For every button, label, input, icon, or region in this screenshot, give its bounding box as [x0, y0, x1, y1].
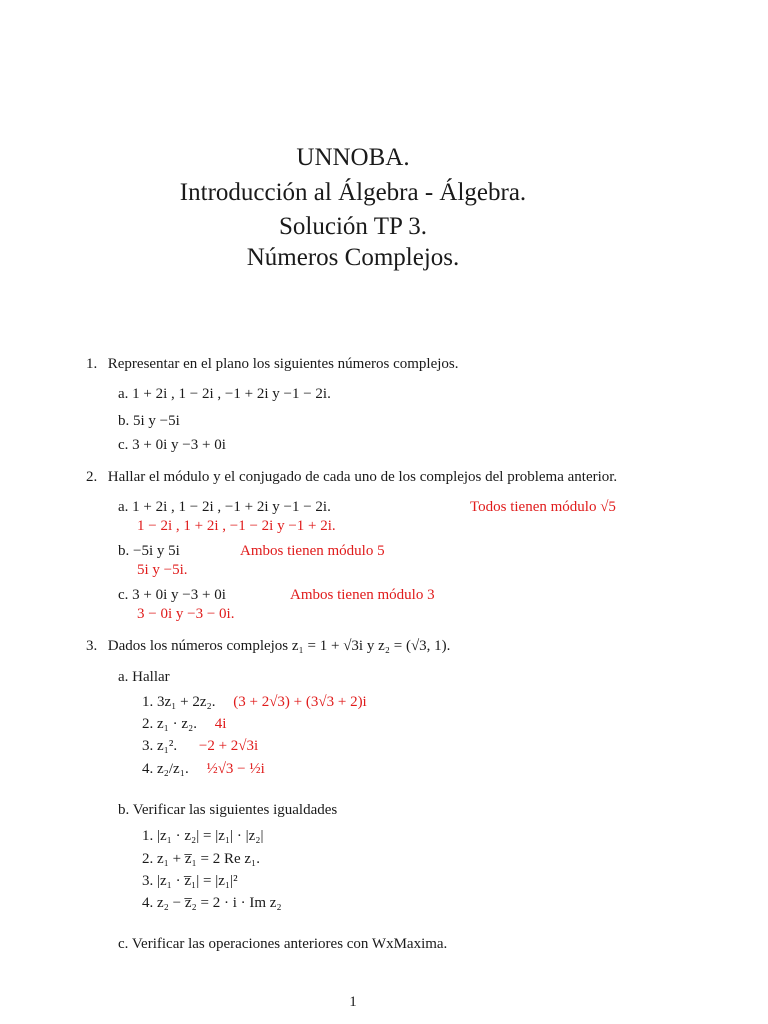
problem-3a-item: [142, 693, 367, 711]
problem-text: Dados los números complejos z₁ = 1 + √3i y z₂ = (√3, 1).: [107, 638, 451, 654]
answer-2b-conjugates: 5i y −5i.: [137, 562, 188, 578]
identity-item: 4. z₂ − z̅₂ = 2 · i · Im z₂: [142, 895, 282, 911]
problem-3b-label: b. Verificar las siguientes igualdades: [118, 802, 338, 818]
problem-3a-item: [142, 760, 265, 778]
identity-item: 1. |z₁ · z₂| = |z₁| · |z₂|: [142, 828, 264, 844]
problem-number: 1.: [86, 356, 98, 372]
problem-2a: a. 1 + 2i , 1 − 2i , −1 + 2i y −1 − 2i.: [118, 499, 331, 515]
item-answer: −2 + 2√3i: [198, 738, 259, 754]
title-practice: Solución TP 3.: [279, 213, 427, 240]
item-answer: 4i: [214, 716, 227, 732]
problem-2b: b. −5i y 5i: [118, 543, 180, 559]
problem-3c-label: c. Verificar las operaciones anteriores con WxMaxima.: [118, 936, 448, 952]
item-question: 2. z₁ · z₂.: [142, 716, 198, 732]
title-institution: UNNOBA.: [296, 144, 410, 171]
item-answer: ½√3 − ½i: [206, 761, 265, 777]
title-topic: Números Complejos.: [246, 244, 460, 271]
problem-text: Hallar el módulo y el conjugado de cada uno de los complejos del problema anterior.: [107, 469, 618, 485]
page-number: 1: [349, 994, 357, 1010]
problem-1: [86, 355, 459, 373]
item-answer: (3 + 2√3) + (3√3 + 2)i: [233, 694, 367, 710]
problem-3: [86, 637, 450, 655]
problem-1c: c. 3 + 0i y −3 + 0i: [118, 437, 226, 453]
answer-2a-note: Todos tienen módulo √5: [470, 499, 616, 515]
answer-2c-conjugates: 3 − 0i y −3 − 0i.: [137, 606, 235, 622]
problem-1a: a. 1 + 2i , 1 − 2i , −1 + 2i y −1 − 2i.: [118, 386, 331, 402]
answer-2c-note: Ambos tienen módulo 3: [290, 587, 435, 603]
problem-text: Representar en el plano los siguientes números complejos.: [107, 356, 459, 372]
problem-2: [86, 468, 617, 486]
title-course: Introducción al Álgebra - Álgebra.: [179, 179, 527, 206]
problem-2c: c. 3 + 0i y −3 + 0i: [118, 587, 226, 603]
problem-3a-item: [142, 715, 226, 733]
identity-item: 3. |z₁ · z̅₁| = |z₁|²: [142, 873, 238, 889]
problem-3a-item: [142, 737, 258, 755]
item-question: 4. z₂/z₁.: [142, 761, 189, 777]
problem-number: 2.: [86, 469, 98, 485]
identity-item: 2. z₁ + z̅₁ = 2 Re z₁.: [142, 851, 260, 867]
problem-number: 3.: [86, 638, 98, 654]
item-question: 3. z₁².: [142, 738, 178, 754]
answer-2b-note: Ambos tienen módulo 5: [240, 543, 385, 559]
problem-1b: b. 5i y −5i: [118, 413, 180, 429]
problem-3a-label: a. Hallar: [118, 669, 170, 685]
answer-2a-conjugates: 1 − 2i , 1 + 2i , −1 − 2i y −1 + 2i.: [137, 518, 336, 534]
item-question: 1. 3z₁ + 2z₂.: [142, 694, 216, 710]
